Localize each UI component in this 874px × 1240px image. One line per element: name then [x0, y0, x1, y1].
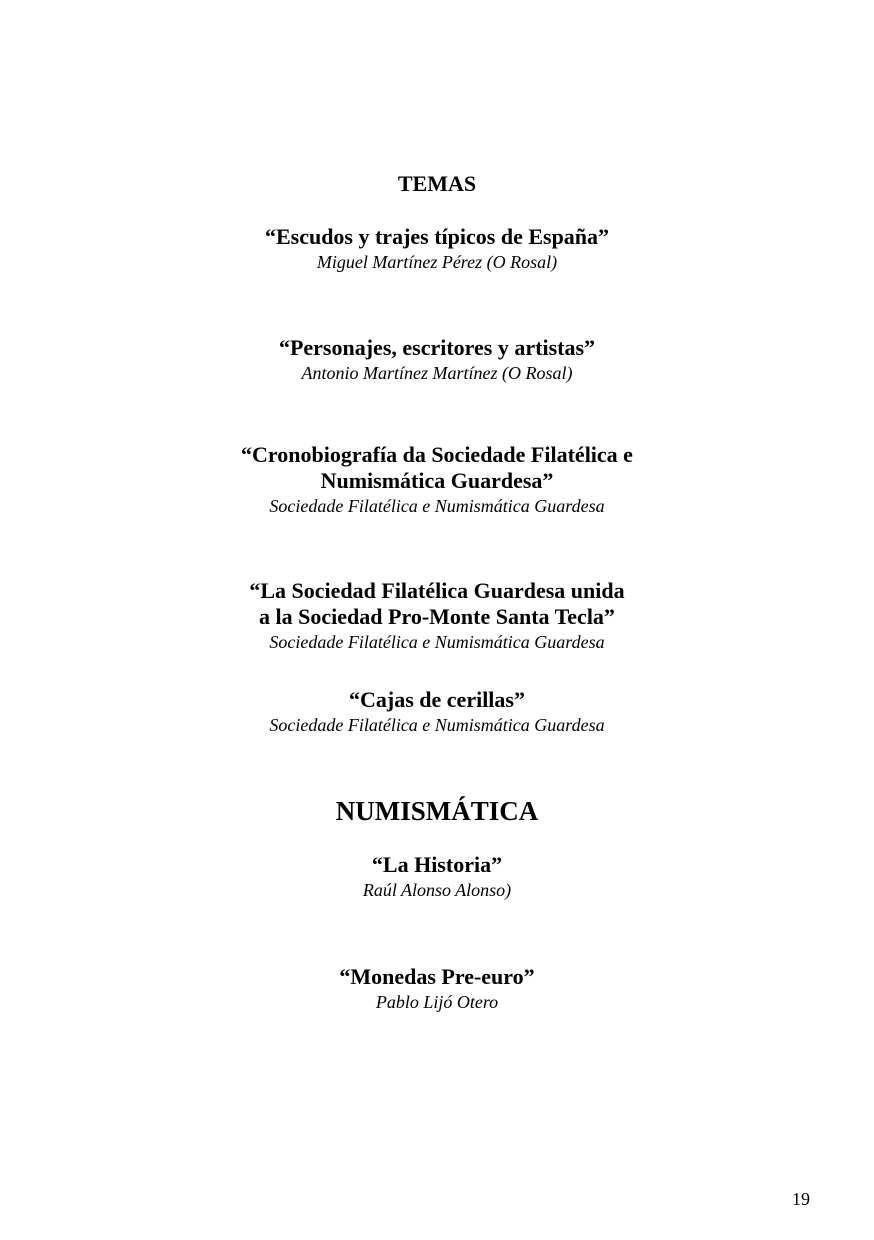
exhibit-author: Sociedade Filatélica e Numismática Guardesa: [269, 715, 605, 735]
exhibit-entry: [0, 964, 874, 1014]
section-heading-numismatica: NUMISMÁTICA: [335, 796, 539, 826]
exhibit-author: Sociedade Filatélica e Numismática Guardesa: [269, 632, 605, 652]
section-heading-temas: TEMAS: [397, 171, 477, 196]
exhibit-entry: [0, 687, 874, 737]
exhibit-title: “Cajas de cerillas”: [349, 687, 525, 712]
exhibit-title: “La Historia”: [371, 852, 503, 877]
exhibit-title: “La Sociedad Filatélica Guardesa unida a la Sociedad Pro-Monte Santa Tecla”: [249, 578, 625, 629]
exhibit-author: Raúl Alonso Alonso): [362, 880, 512, 900]
exhibit-entry: [0, 442, 874, 518]
exhibit-author: Sociedade Filatélica e Numismática Guardesa: [269, 496, 605, 516]
exhibit-title: “Cronobiografía da Sociedade Filatélica e Numismática Guardesa”: [241, 442, 633, 493]
exhibit-author: Pablo Lijó Otero: [375, 992, 499, 1012]
page-number: 19: [792, 1189, 810, 1209]
exhibit-title: “Personajes, escritores y artistas”: [278, 335, 596, 360]
exhibit-title: “Monedas Pre-euro”: [339, 964, 535, 989]
exhibit-title: “Escudos y trajes típicos de España”: [264, 224, 610, 249]
exhibit-entry: [0, 578, 874, 654]
exhibit-author: Miguel Martínez Pérez (O Rosal): [316, 252, 558, 272]
exhibit-entry: [0, 852, 874, 902]
exhibit-author: Antonio Martínez Martínez (O Rosal): [301, 363, 573, 383]
exhibit-entry: [0, 224, 874, 274]
exhibit-entry: [0, 335, 874, 385]
